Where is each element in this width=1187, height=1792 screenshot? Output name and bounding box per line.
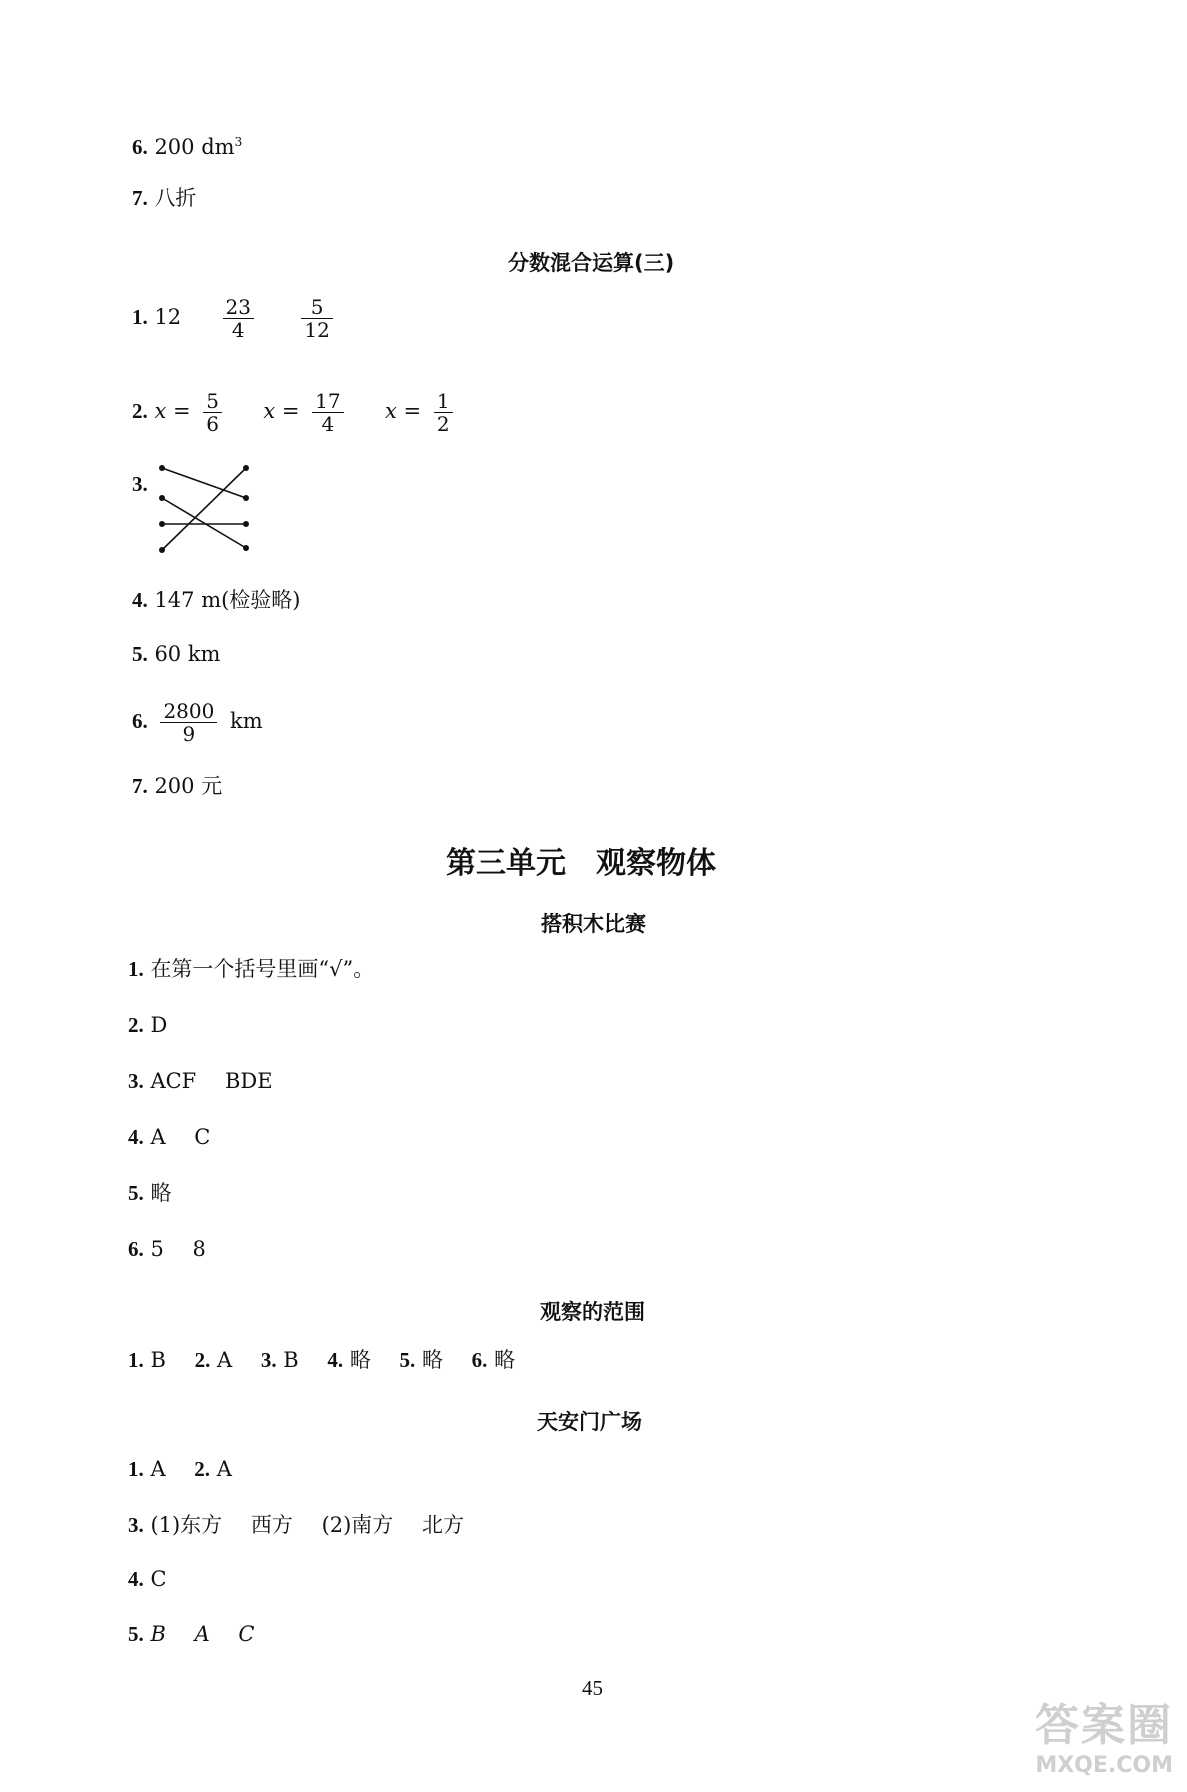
answer-value: C	[194, 1125, 211, 1149]
answer-5	[132, 640, 220, 668]
answer-text: 略	[150, 1181, 172, 1205]
item-number: 4.	[132, 588, 148, 612]
item-number: 5.	[128, 1181, 144, 1205]
superscript: 3	[234, 135, 243, 149]
section-title-observation-range: 观察的范围	[540, 1300, 645, 1324]
answer-value: (2)南方	[321, 1513, 394, 1537]
item-number: 6.	[128, 1237, 144, 1261]
item-number: 2.	[128, 1013, 144, 1037]
item-number: 1.	[132, 305, 148, 329]
answer-7-top	[132, 184, 196, 212]
item-number: 3.	[128, 1069, 144, 1093]
answer-5	[128, 1620, 255, 1648]
answer-4	[128, 1123, 210, 1151]
item-number: 3.	[132, 472, 148, 496]
item-number: 3.	[128, 1513, 144, 1537]
answer-6-top	[132, 128, 242, 161]
answer-value: B	[150, 1622, 166, 1646]
answer-value: BDE	[224, 1069, 273, 1093]
matching-lines-diagram	[150, 460, 260, 560]
item-number: 1.	[128, 957, 144, 981]
answer-4	[132, 586, 301, 614]
answer-text: D	[150, 1013, 168, 1037]
answer-2	[128, 1011, 167, 1039]
item-number: 2.	[132, 399, 148, 423]
answer-text: C	[150, 1567, 167, 1591]
answer-6	[132, 700, 263, 745]
equation-lhs: x =	[385, 399, 422, 423]
item-number: 2.	[194, 1348, 211, 1372]
answer-value: A	[194, 1622, 210, 1646]
item-number: 4.	[128, 1567, 144, 1591]
section-title-mixed-fraction-ops: 分数混合运算(三)	[508, 251, 675, 275]
fraction: $\frac{5}{12}$	[301, 296, 332, 341]
answer-value: 略	[349, 1348, 371, 1372]
answer-row	[128, 1346, 515, 1374]
answer-text: 200 元	[154, 774, 223, 798]
item-number: 1.	[128, 1457, 144, 1481]
answer-value: 略	[421, 1348, 443, 1372]
answer-value: (1)东方	[150, 1513, 223, 1537]
answer-value: A	[216, 1457, 232, 1481]
answer-text: 60 km	[154, 642, 221, 666]
item-number: 1.	[128, 1348, 144, 1372]
answer-value: 8	[192, 1237, 206, 1261]
answer-4	[128, 1565, 167, 1593]
answer-7	[132, 772, 222, 800]
item-number: 4.	[128, 1125, 144, 1149]
answer-value: B	[283, 1348, 299, 1372]
watermark-logo: 答案圈 MXQE.COM	[1035, 1700, 1173, 1778]
item-number: 3.	[260, 1348, 277, 1372]
fraction: $\frac{17}{4}$	[312, 390, 343, 435]
answer-value: A	[150, 1457, 166, 1481]
fraction: $\frac{1}{2}$	[434, 390, 453, 435]
fraction: $\frac{23}{4}$	[223, 296, 254, 341]
unit-title: 第三单元 观察物体	[446, 846, 716, 881]
item-number: 6.	[132, 709, 148, 733]
answer-6	[128, 1235, 206, 1263]
answer-value: A	[150, 1125, 166, 1149]
answer-text: 八折	[154, 186, 197, 210]
answer-3	[128, 1067, 273, 1095]
answer-1	[128, 955, 374, 983]
answer-value: 5	[150, 1237, 164, 1261]
answer-3	[128, 1511, 464, 1539]
section-title-tiananmen-square: 天安门广场	[537, 1410, 642, 1434]
answer-value: 12	[154, 305, 182, 329]
answer-1	[132, 296, 339, 341]
answer-1-2	[128, 1455, 232, 1483]
answer-value: A	[217, 1348, 233, 1372]
answer-value: 略	[494, 1348, 516, 1372]
item-number: 5.	[132, 642, 148, 666]
fraction: $\frac{5}{6}$	[203, 390, 222, 435]
equation-lhs: x =	[263, 399, 300, 423]
section-title-block-building: 搭积木比赛	[541, 912, 646, 936]
unit-text: km	[230, 709, 263, 733]
page-number: 45	[582, 1676, 603, 1700]
answer-3	[132, 470, 148, 498]
item-number: 6.	[132, 135, 148, 159]
answer-value: 西方	[250, 1513, 293, 1537]
item-number: 7.	[132, 186, 148, 210]
answer-2	[132, 390, 459, 435]
answer-value: C	[238, 1622, 255, 1646]
item-number: 2.	[194, 1457, 211, 1481]
answer-text: 147 m(检验略)	[154, 588, 301, 612]
equation-lhs: x =	[154, 399, 191, 423]
answer-text: 在第一个括号里画“√”。	[150, 957, 375, 981]
item-number: 6.	[471, 1348, 488, 1372]
answer-value: B	[150, 1348, 166, 1372]
answer-value: 北方	[422, 1513, 464, 1537]
answer-value: ACF	[150, 1069, 197, 1093]
answer-5	[128, 1179, 171, 1207]
item-number: 5.	[399, 1348, 416, 1372]
item-number: 5.	[128, 1622, 144, 1646]
fraction: $\frac{2800}{9}$	[160, 700, 217, 745]
item-number: 4.	[327, 1348, 344, 1372]
answer-text: 200 dm	[154, 135, 235, 159]
item-number: 7.	[132, 774, 148, 798]
